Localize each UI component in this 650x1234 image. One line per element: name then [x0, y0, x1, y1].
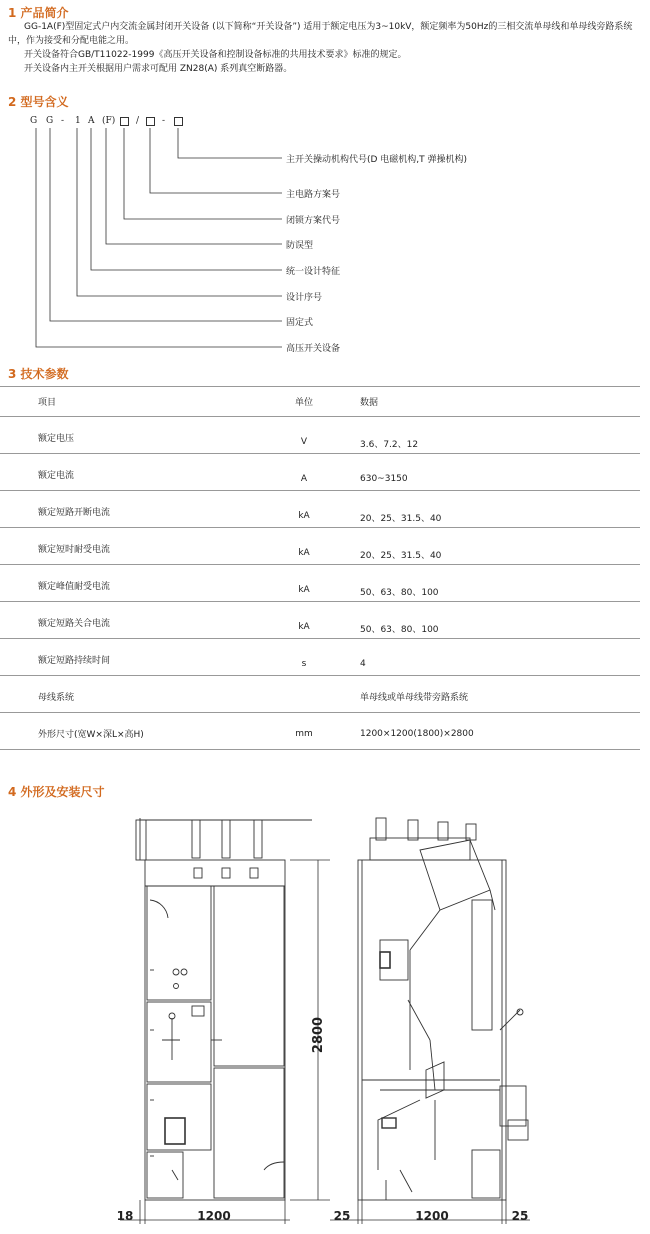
table-row [0, 491, 640, 528]
code-char: / [136, 116, 140, 126]
code-label: 统一设计特征 [286, 267, 341, 277]
cell-data: 单母线或单母线带旁路系统 [360, 693, 469, 703]
cell-unit: kA [298, 548, 310, 558]
cell-item: 额定短路开断电流 [38, 508, 111, 518]
cell-item: 母线系统 [38, 693, 75, 703]
header-data: 数据 [360, 398, 379, 408]
code-label: 防误型 [286, 241, 314, 251]
section-title-spec: 3 技术参数 [8, 367, 69, 381]
cell-data: 630~3150 [360, 474, 408, 484]
table-row [0, 713, 640, 750]
section-title-dimensions: 4 外形及安装尺寸 [8, 785, 105, 799]
cell-item: 额定电压 [38, 434, 75, 444]
code-char: G [30, 116, 38, 126]
intro-para-3: 开关设备内主开关根据用户需求可配用 ZN28(A) 系列真空断路器。 [24, 64, 293, 74]
model-code-leader-lines [0, 0, 650, 360]
header-unit: 单位 [294, 398, 313, 408]
cell-unit [266, 676, 342, 713]
cell-item: 额定短时耐受电流 [38, 545, 111, 555]
code-label: 设计序号 [286, 293, 323, 303]
code-char: - [61, 116, 65, 126]
header-item: 项目 [38, 398, 57, 408]
cell-unit: A [300, 474, 308, 484]
code-char: A [88, 116, 95, 126]
intro-para-2: 开关设备符合GB/T11022-1999《高压开关设备和控制设备标准的共用技术要求》标准的规定。 [24, 50, 407, 60]
cell-item: 额定电流 [38, 471, 75, 481]
code-label: 固定式 [286, 318, 314, 328]
dim-side-width-label: 1200 [415, 1209, 449, 1223]
table-row [0, 417, 640, 454]
table-header-row [0, 387, 640, 417]
cell-data: 50、63、80、100 [360, 588, 439, 598]
table-row [0, 528, 640, 565]
section-title-intro: 1 产品简介 [8, 6, 69, 20]
cell-unit: mm [295, 729, 313, 739]
cell-data: 20、25、31.5、40 [360, 551, 442, 561]
code-label: 主开关操动机构代号(D 电磁机构,T 弹操机构) [286, 155, 468, 165]
spec-table [0, 386, 640, 750]
table-row [0, 676, 640, 713]
cell-item: 额定短路关合电流 [38, 619, 111, 629]
table-row [0, 565, 640, 602]
code-char: - [162, 116, 166, 126]
cell-item: 额定短路持续时间 [38, 656, 111, 666]
cell-item: 额定峰值耐受电流 [38, 582, 111, 592]
dim-height-label: 2800 [311, 1016, 326, 1054]
front-view [136, 818, 312, 1200]
dim-front-width-label: 1200 [197, 1209, 231, 1223]
cell-data: 1200×1200(1800)×2800 [360, 729, 474, 739]
table-row [0, 602, 640, 639]
cell-item: 外形尺寸(宽W×深L×高H) [38, 730, 144, 740]
cell-data: 20、25、31.5、40 [360, 514, 442, 524]
cell-data: 4 [360, 659, 366, 669]
code-label: 主电路方案号 [286, 190, 341, 200]
side-view [358, 818, 528, 1200]
dim-side-left-label: 25 [333, 1209, 351, 1223]
cell-unit: kA [298, 511, 310, 521]
cell-data: 50、63、80、100 [360, 625, 439, 635]
cabinet-drawing [0, 800, 650, 1234]
code-label: 闭锁方案代号 [286, 216, 341, 226]
cell-unit: V [300, 437, 308, 447]
intro-para-1: GG-1A(F)型固定式户内交流金属封闭开关设备 (以下简称“开关设备”) 适用于额定电压为3~10kV，额定频率为50Hz的三相交流单母线和单母线旁路系统中，作为接受和分配电能之用。 [8, 22, 633, 46]
dim-side-right-label: 25 [511, 1209, 529, 1223]
code-char: G [46, 116, 54, 126]
cell-unit: kA [298, 585, 310, 595]
dim-front-left-label: 18 [116, 1209, 134, 1223]
code-label: 高压开关设备 [286, 344, 341, 354]
cell-unit: kA [298, 622, 310, 632]
code-char: (F) [102, 116, 116, 126]
table-row [0, 454, 640, 491]
cell-data: 3.6、7.2、12 [360, 440, 419, 450]
cell-unit: s [301, 659, 307, 669]
code-char: 1 [75, 116, 81, 126]
table-row [0, 639, 640, 676]
section-title-model: 2 型号含义 [8, 95, 69, 109]
